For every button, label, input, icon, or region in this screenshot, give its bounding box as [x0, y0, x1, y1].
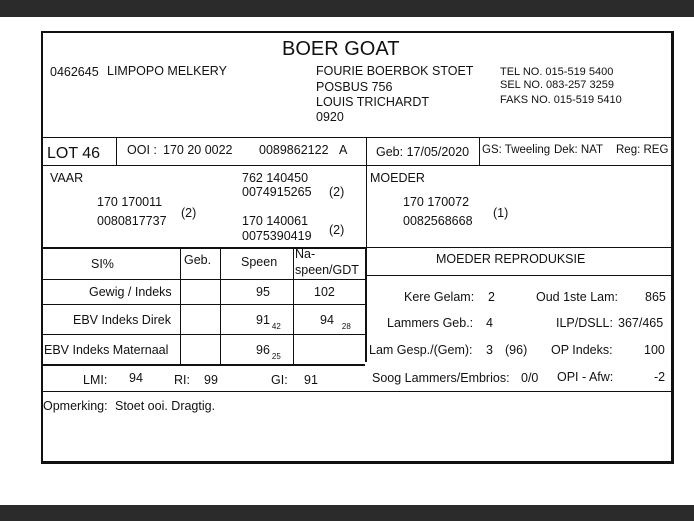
divider	[366, 165, 367, 248]
op-label: OP Indeks:	[551, 343, 613, 357]
naspeen-header-line1: Na-	[295, 247, 316, 261]
document-page	[0, 17, 694, 505]
gewig-speen-value: 95	[256, 285, 270, 299]
sale-card	[41, 31, 674, 464]
sire-reg-number: 0080817737	[97, 214, 167, 228]
naspeen-header-line2: speen/GDT	[295, 263, 359, 277]
divider	[220, 247, 221, 364]
divider	[43, 165, 671, 166]
gesp-value: 3	[486, 343, 493, 357]
dam-label: MOEDER	[370, 171, 425, 185]
cell-number: SEL NO. 083-257 3259	[500, 79, 614, 91]
tel-number: TEL NO. 015-519 5400	[500, 66, 614, 78]
divider	[366, 247, 671, 248]
ri-label: RI:	[174, 373, 190, 387]
ri-value: 99	[204, 373, 218, 387]
ewe-grade: A	[339, 143, 348, 157]
lmi-label: LMI:	[83, 373, 108, 387]
stud-postal: 0920	[316, 110, 344, 124]
remarks-label: Opmerking:	[43, 399, 108, 413]
grandsire-reg-number: 0074915265	[242, 185, 312, 199]
divider	[366, 137, 367, 165]
direk-naspeen-accuracy: 28	[341, 322, 351, 331]
maternaal-speen-accuracy: 25	[271, 352, 281, 361]
divider	[180, 247, 181, 364]
row-label-ebv-direk: EBV Indeks Direk	[73, 313, 171, 327]
fax-number: FAKS NO. 015-519 5410	[500, 94, 622, 106]
kere-value: 2	[488, 290, 495, 304]
dam-id: 170 170072	[403, 195, 470, 209]
stud-box: POSBUS 756	[316, 80, 393, 94]
granddam-reg-number: 0075390419	[242, 229, 312, 243]
ewe-reg-number: 0089862122	[259, 143, 329, 157]
opi-value: -2	[654, 370, 666, 384]
gewig-naspeen-value: 102	[314, 285, 335, 299]
lammers-value: 4	[486, 316, 493, 330]
ilp-label: ILP/DSLL:	[556, 316, 613, 330]
direk-naspeen-value: 94 $_{28}$	[320, 313, 351, 331]
reg-status: Reg: REG	[616, 144, 669, 156]
divider	[43, 334, 365, 335]
stud-town: LOUIS TRICHARDT	[316, 95, 429, 109]
speen-header: Speen	[241, 255, 278, 269]
lot-number: LOT 46	[47, 145, 101, 162]
reproduction-title: MOEDER REPRODUKSIE	[436, 252, 586, 266]
ewe-id: 170 20 0022	[163, 143, 233, 157]
divider	[116, 137, 117, 165]
gi-label: GI:	[271, 373, 288, 387]
divider	[43, 279, 365, 280]
oud-value: 865	[645, 290, 666, 304]
kere-label: Kere Gelam:	[404, 290, 475, 304]
ewe-label: OOI :	[127, 143, 157, 157]
direk-speen-accuracy: 42	[271, 322, 281, 331]
dam-reg-number: 0082568668	[403, 214, 473, 228]
gs-status: GS: Tweeling	[482, 144, 551, 156]
sire-flag: (2)	[181, 206, 197, 220]
divider	[293, 247, 294, 364]
breeder-name: LIMPOPO MELKERY	[107, 64, 227, 78]
row-label-ebv-maternaal: EBV Indeks Maternaal	[44, 343, 169, 357]
divider	[365, 247, 367, 362]
gi-value: 91	[304, 373, 318, 387]
card-title: BOER GOAT	[282, 38, 400, 60]
divider	[366, 275, 671, 276]
row-label-gewig: Gewig / Indeks	[89, 285, 172, 299]
soog-value: 0/0	[521, 371, 539, 385]
divider	[43, 247, 365, 249]
gem-value: (96)	[505, 343, 528, 357]
lammers-label: Lammers Geb.:	[387, 316, 474, 330]
sire-label: VAAR	[50, 171, 84, 185]
divider	[43, 364, 365, 366]
maternaal-speen-value: 96 $_{25}$	[256, 343, 281, 361]
divider	[43, 137, 671, 138]
geb-header: Geb.	[184, 253, 212, 267]
lmi-value: 94	[129, 371, 143, 385]
dam-flag: (1)	[493, 206, 509, 220]
breeder-code: 0462645	[50, 65, 99, 79]
stud-name: FOURIE BOERBOK STOET	[316, 64, 474, 78]
soog-label: Soog Lammers/Embrios:	[372, 371, 510, 385]
divider	[479, 137, 480, 165]
direk-speen-value: 91 $_{42}$	[256, 313, 281, 331]
divider	[43, 304, 365, 305]
gesp-label: Lam Gesp./(Gem):	[369, 343, 473, 357]
divider	[43, 391, 671, 392]
op-value: 100	[644, 343, 665, 357]
grandsire-id: 762 140450	[242, 171, 309, 185]
remarks-text: Stoet ooi. Dragtig.	[115, 399, 216, 413]
oud-label: Oud 1ste Lam:	[536, 290, 618, 304]
si-header: SI%	[91, 257, 114, 271]
grandsire-flag: (2)	[329, 185, 345, 199]
granddam-flag: (2)	[329, 223, 345, 237]
dek-status: Dek: NAT	[554, 144, 603, 156]
granddam-id: 170 140061	[242, 214, 309, 228]
sire-id: 170 170011	[97, 195, 163, 209]
birth-date: Geb: 17/05/2020	[376, 145, 470, 159]
ilp-value: 367/465	[618, 316, 664, 330]
opi-label: OPI - Afw:	[557, 370, 614, 384]
